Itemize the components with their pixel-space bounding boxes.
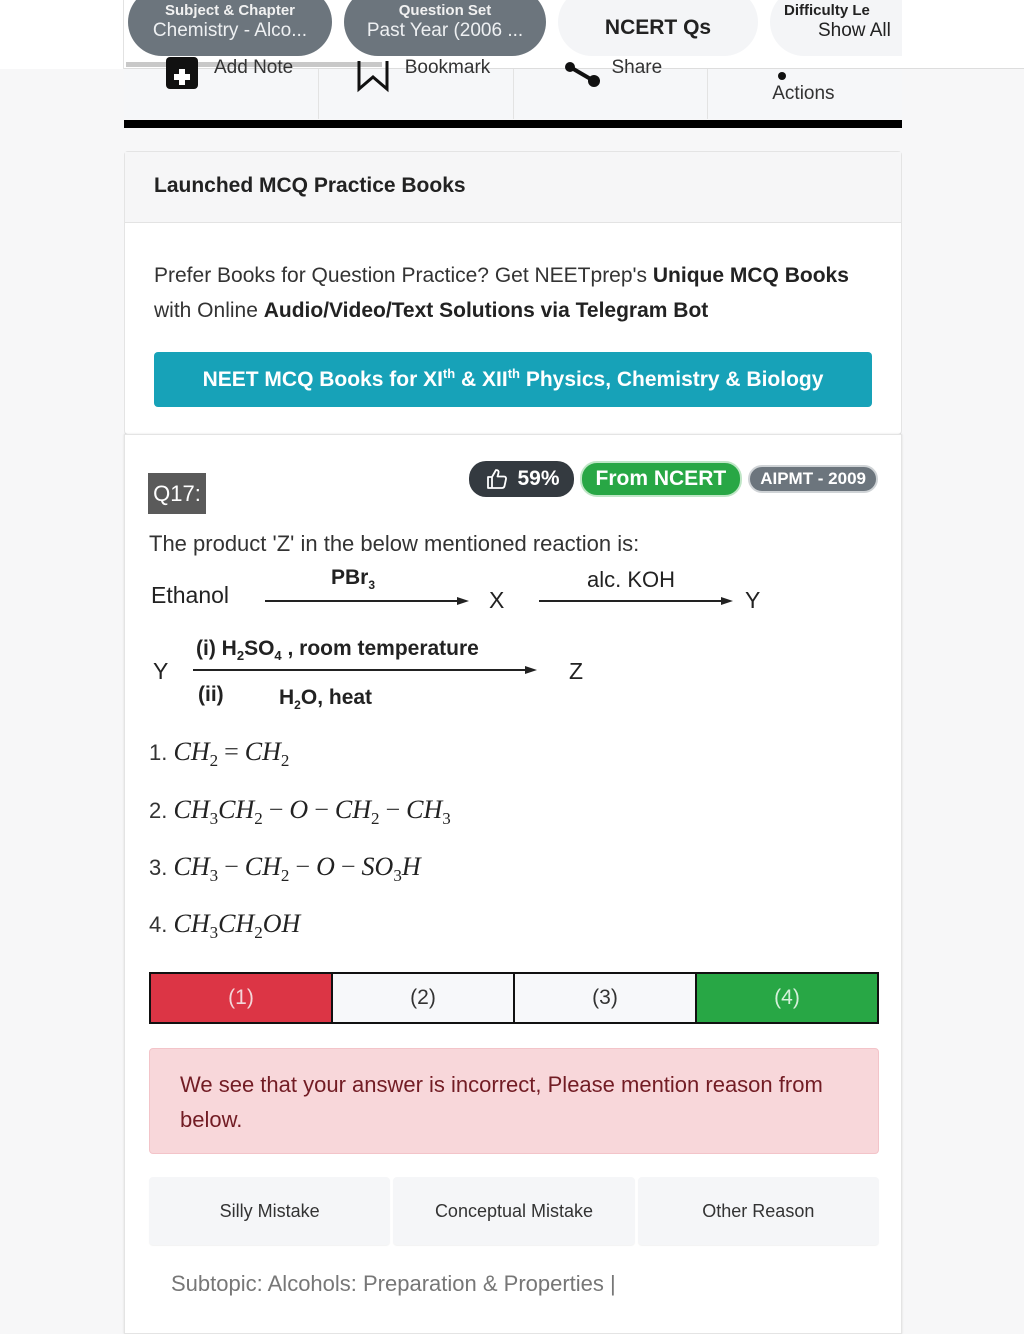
option-1-number: 1. xyxy=(149,740,168,765)
share-label: Share xyxy=(611,57,663,78)
reagent-pbr3-text: PBr xyxy=(331,566,369,589)
actions-menu-button[interactable] xyxy=(708,69,902,119)
answer-button-4[interactable]: (4) xyxy=(697,974,877,1022)
step-2-label: (ii) xyxy=(198,683,224,706)
option-1 xyxy=(149,737,289,771)
question-number: Q17: xyxy=(148,473,206,514)
reactant-y: Y xyxy=(153,658,169,684)
filter-bar xyxy=(0,0,1024,69)
reagent-pbr3 xyxy=(331,566,375,592)
subtopic-label: Subtopic: Alcohols: Preparation & Properties | xyxy=(171,1271,616,1296)
answer-button-3[interactable]: (3) xyxy=(515,974,697,1022)
reagent-alc-koh: alc. KOH xyxy=(587,567,676,592)
bookmark-label: Bookmark xyxy=(404,57,491,78)
books-card-body xyxy=(125,223,901,407)
other-reason-button[interactable]: Other Reason xyxy=(638,1177,879,1245)
ncert-qs-label: NCERT Qs xyxy=(604,15,712,39)
step-1-label: (i) H xyxy=(196,637,237,660)
option-4-formula: $CH_3CH_2OH$ xyxy=(173,909,301,943)
books-btn-sup-2: th xyxy=(507,366,520,381)
step-2-rest: O, heat xyxy=(300,686,373,709)
arrow-head-3 xyxy=(525,666,537,674)
question-set-filter[interactable] xyxy=(344,0,546,56)
question-set-value: Past Year (2006 ... xyxy=(366,19,524,41)
option-3-formula: $CH_3 - CH_2 - O - SO_3H$ xyxy=(173,852,421,886)
bookmark-button[interactable] xyxy=(319,57,514,119)
books-btn-part-2: & XII xyxy=(455,368,508,391)
product-y: Y xyxy=(745,587,761,613)
books-description xyxy=(154,258,872,328)
subject-chapter-filter[interactable] xyxy=(128,0,332,56)
option-3 xyxy=(149,852,421,886)
option-2 xyxy=(149,795,451,829)
ncert-qs-filter[interactable] xyxy=(558,0,758,56)
step-1-reagent xyxy=(196,637,479,663)
arrow-head-1 xyxy=(457,597,469,605)
share-button[interactable] xyxy=(514,57,709,119)
step-1-sub-a: 2 xyxy=(236,648,245,664)
conceptual-mistake-button[interactable]: Conceptual Mistake xyxy=(393,1177,634,1245)
step-1-mid: SO xyxy=(244,637,275,660)
step-2-sub: 2 xyxy=(294,698,301,713)
books-text-1: Prefer Books for Question Practice? Get NEETprep's xyxy=(154,264,653,287)
reagent-pbr3-sub: 3 xyxy=(368,578,376,593)
question-set-label: Question Set xyxy=(398,2,492,20)
mistake-reason-buttons xyxy=(149,1177,879,1245)
books-btn-part-3: Physics, Chemistry & Biology xyxy=(520,368,824,391)
difficulty-label: Difficulty Le xyxy=(784,2,870,20)
exam-year-badge: AIPMT - 2009 xyxy=(748,465,878,493)
reactant-ethanol: Ethanol xyxy=(151,582,230,608)
step-2-reagent xyxy=(279,686,372,712)
question-card xyxy=(124,434,902,1334)
step-2-h: H xyxy=(279,686,295,709)
filter-bar-left-margin xyxy=(0,0,124,69)
option-3-number: 3. xyxy=(149,855,168,880)
from-ncert-badge: From NCERT xyxy=(580,461,743,497)
neet-mcq-books-button[interactable] xyxy=(154,352,872,407)
silly-mistake-button[interactable]: Silly Mistake xyxy=(149,1177,390,1245)
arrow-line-2 xyxy=(539,600,721,602)
difficulty-filter[interactable] xyxy=(770,0,902,56)
books-bold-2: Audio/Video/Text Solutions via Telegram Bot xyxy=(263,299,709,322)
books-btn-sup-1: th xyxy=(442,366,456,381)
add-note-label: Add Note xyxy=(214,57,294,78)
subject-filter-value: Chemistry - Alco... xyxy=(152,19,308,41)
thumbs-up-icon xyxy=(485,467,509,491)
books-btn-part-1: NEET MCQ Books for XI xyxy=(202,368,443,391)
books-bold-1: Unique MCQ Books xyxy=(652,264,849,287)
intermediate-x: X xyxy=(489,587,505,613)
answer-button-1[interactable]: (1) xyxy=(151,974,333,1022)
step-1-sub-b: 4 xyxy=(274,648,282,664)
difficulty-value: Show All xyxy=(818,19,891,41)
share-icon xyxy=(564,65,604,96)
option-2-formula: $CH_3CH_2 - O - CH_2 - CH_3$ xyxy=(173,795,451,829)
answer-button-2[interactable]: (2) xyxy=(333,974,515,1022)
books-text-2: with Online xyxy=(154,299,264,322)
question-action-bar xyxy=(124,57,902,119)
actions-label: Actions xyxy=(772,83,835,104)
bookmark-icon xyxy=(355,65,391,98)
arrow-head-2 xyxy=(721,597,733,605)
likes-percent: 59% xyxy=(517,467,560,490)
likes-badge[interactable] xyxy=(469,461,573,497)
action-bar-underline xyxy=(124,120,902,128)
option-2-number: 2. xyxy=(149,798,168,823)
add-note-icon xyxy=(164,67,200,96)
arrow-line-3 xyxy=(193,669,525,671)
step-1-rest: , room temperature xyxy=(281,637,479,660)
option-1-formula: $CH_2 = CH_2$ xyxy=(173,737,290,771)
question-text: The product 'Z' in the below mentioned reaction is: xyxy=(149,531,640,556)
incorrect-answer-alert: We see that your answer is incorrect, Please mention reason from below. xyxy=(149,1048,879,1154)
option-4 xyxy=(149,909,300,943)
option-4-number: 4. xyxy=(149,912,168,937)
product-z: Z xyxy=(569,658,584,684)
question-badges xyxy=(469,461,878,497)
subject-filter-label: Subject & Chapter xyxy=(164,2,296,20)
answer-choices xyxy=(149,972,879,1024)
add-note-button[interactable] xyxy=(124,57,319,119)
mcq-books-card xyxy=(124,151,902,435)
arrow-line-1 xyxy=(265,600,457,602)
books-card-title: Launched MCQ Practice Books xyxy=(125,152,901,223)
